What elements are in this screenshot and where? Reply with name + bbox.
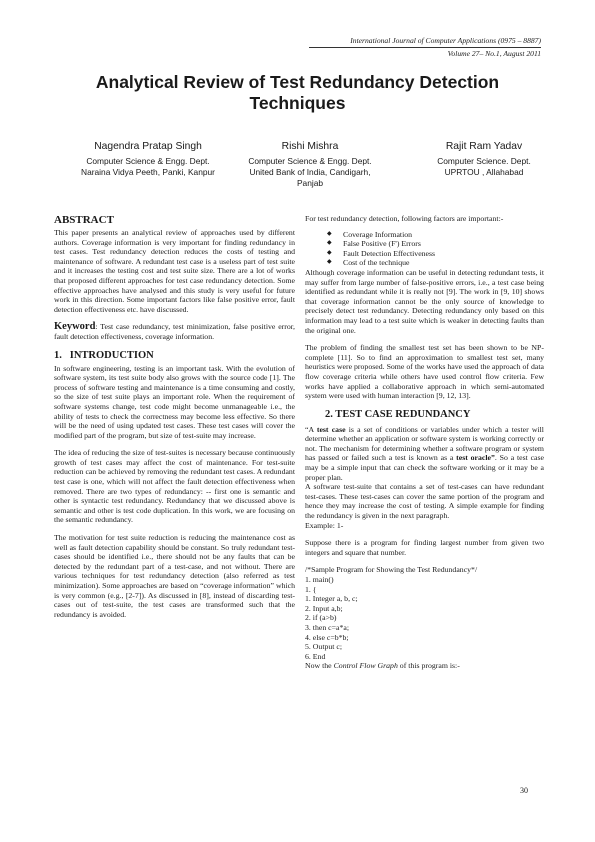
list-item: ◆ False Positive (F') Errors (327, 239, 421, 249)
author-affiliation: Computer Science & Engg. Dept. (248, 156, 372, 166)
abstract-heading: ABSTRACT (54, 214, 114, 226)
intro-heading (54, 350, 295, 362)
factors-intro: For test redundancy detection, following factors are important:- (305, 214, 504, 223)
author-3 (400, 140, 568, 178)
test-case-redundancy-heading: 2. TEST CASE REDUNDANCY (325, 408, 471, 420)
code-line: 3. then c=a*a; (305, 622, 350, 632)
cfg-intro: Now the Control Flow Graph of this program is:- (305, 661, 460, 671)
journal-name: International Journal of Computer Applications (0975 – 8887) (350, 36, 541, 45)
sample-program (305, 565, 544, 671)
test-case-definition: “A test case is a set of conditions or variables under which a tester will determine whether an application or software system is working correctly or not. The mechanism for determining whether a software program or system has passed or failed such a test is known as a test oracle”. So a test case may be a simple input that can check the software working or it may be a proper plan. (305, 424, 544, 482)
code-line: 5. Output c; (305, 642, 343, 652)
factors-list (305, 230, 544, 268)
right-column (305, 214, 544, 671)
keywords (54, 322, 295, 341)
code-line: /*Sample Program for Showing the Test Redundancy*/ (305, 565, 478, 575)
bullet-icon: ◆ (327, 230, 332, 237)
left-column (54, 214, 295, 627)
example-text: Suppose there is a program for finding largest number from given two integers and square that number. (305, 538, 544, 557)
author-affiliation: UPRTOU , Allahabad (444, 167, 524, 177)
intro-paragraph: The motivation for test suite reduction is reducing the maintenance cost as well as fault detection capability should be constant. So truly redundant test-cases should be identified i.e., there should not be any faults that can be detected by the redundant part of a test-case, and not without. There are various techniques for test redundancy detection (also referred as test minimization). Some approaches are based on “coverage information” which is very common (e.g., [2-7]). As discussed in [8], instead of discarding test-cases out of test-suite, the test cases are transformed such that the redundancy is avoided. (54, 533, 295, 619)
author-1 (56, 140, 240, 178)
bullet-icon: ◆ (327, 259, 332, 266)
keywords-text: : Test case redundancy, test minimization, false positive error, fault detection effectiveness, coverage information. (54, 322, 295, 341)
abstract-text: This paper presents an analytical review of approaches used by different authors. Coverage information is very important for finding redundancy in test cases. Test redundancy detection reduces the costs of testing and maintenance of software. A redundant test case is a useless part of test suite and it increases the testing cost and test suite size. There are a lot of works that proposed different approaches for test case redundancy detection. Some effective approaches have analysed and this study is very useful for future work in this direction. Some important factors like false positive error, fault detection effectiveness etc. have discussed. (54, 228, 295, 314)
code-line: 1. { (305, 584, 317, 594)
list-item: ◆ Cost of the technique (327, 258, 410, 268)
bullet-icon: ◆ (327, 240, 332, 247)
code-line: 4. else c=b*b; (305, 632, 349, 642)
author-affiliation: United Bank of India, Candigarh, Panjab (249, 167, 371, 188)
author-2 (246, 140, 374, 189)
code-line: 2. Input a,b; (305, 603, 343, 613)
author-name: Rishi Mishra (281, 141, 339, 152)
example-label: Example: 1- (305, 520, 344, 530)
code-line: 2. if (a>b) (305, 613, 337, 623)
intro-paragraph: In software engineering, testing is an important task. With the evolution of software system, its test suite body also grows with the source code [1]. The process of software testing and maintenance is a time consuming and costly, so the size of test suite plays an important role. When the requirement of software systems change, test code might become unmanageable i.e., the ability of tests to check the correctness may become less effective. So there will be the need of using updated test cases. These test cases will cover the modified part of the program, but size of test-suite may increase. (54, 363, 295, 440)
keywords-label: Keyword (54, 321, 96, 333)
author-name: Rajit Ram Yadav (445, 141, 523, 152)
code-line: 6. End (305, 651, 326, 661)
list-item: ◆ Fault Detection Effectiveness (327, 248, 436, 258)
author-affiliation: Computer Science. Dept. (437, 156, 531, 166)
coverage-paragraph: Although coverage information can be useful in detecting redundant tests, it may suffer from large number of false-positive errors, i.e., a test case being identified as redundant while it is really not [9]. The work in [9, 10] shows that coverage information cannot be the only source of knowledge to precisely detect test redundancy. Detecting redundancy only based on this information may lead to a test suite which is weaker in detecting faults than the original one. (305, 267, 544, 335)
journal-header (309, 36, 541, 59)
header-rule (309, 47, 541, 48)
section-title: INTRODUCTION (69, 349, 154, 361)
author-affiliation: Computer Science & Engg. Dept. (86, 156, 210, 166)
code-line: 1. main() (305, 575, 334, 584)
author-name: Nagendra Pratap Singh (94, 141, 202, 152)
code-line: 1. Integer a, b, c; (305, 594, 358, 604)
test-suite-paragraph: A software test-suite that contains a set of test-cases can have redundant test-cases. These test-cases can cover the same portion of the program and hence they may increase the cost of testing. A simple example for finding the redundancy is given in the next paragraph. (305, 482, 544, 521)
paper-title: Analytical Review of Test Redundancy Detection Techniques (95, 72, 500, 113)
section-number: 1. (54, 349, 62, 361)
bullet-icon: ◆ (327, 249, 332, 256)
page-number: 30 (520, 786, 528, 795)
list-item: ◆ Coverage Information (327, 229, 413, 239)
author-affiliation: Naraina Vidya Peeth, Panki, Kanpur (81, 167, 215, 177)
intro-paragraph: The idea of reducing the size of test-suites is necessary because continuously growth of test cases may affect the cost of maintenance. For test-suite reduction can be achieved by removing the redundant test cases. A redundant test case is one, which will not affect the fault detection effectiveness when removed. There are two types of redundancy: -- first one is semantic and other is syntactic test redundancy. Redundancy that we discussed above is semantic and other is test code duplication. In this work, we are focusing on the semantic redundancy. (54, 448, 295, 525)
np-complete-paragraph: The problem of finding the smallest test set has been shown to be NP-complete [11]. So to find an approximation to smallest test set, many heuristics were proposed. Some of the works have used the approach of data flow coverage criteria while others have used control flow criteria. Few works have applied a collaborative approach in which semi-automated system were used with human interaction [9, 12, 13]. (305, 343, 544, 401)
journal-volume: Volume 27– No.1, August 2011 (447, 49, 541, 58)
